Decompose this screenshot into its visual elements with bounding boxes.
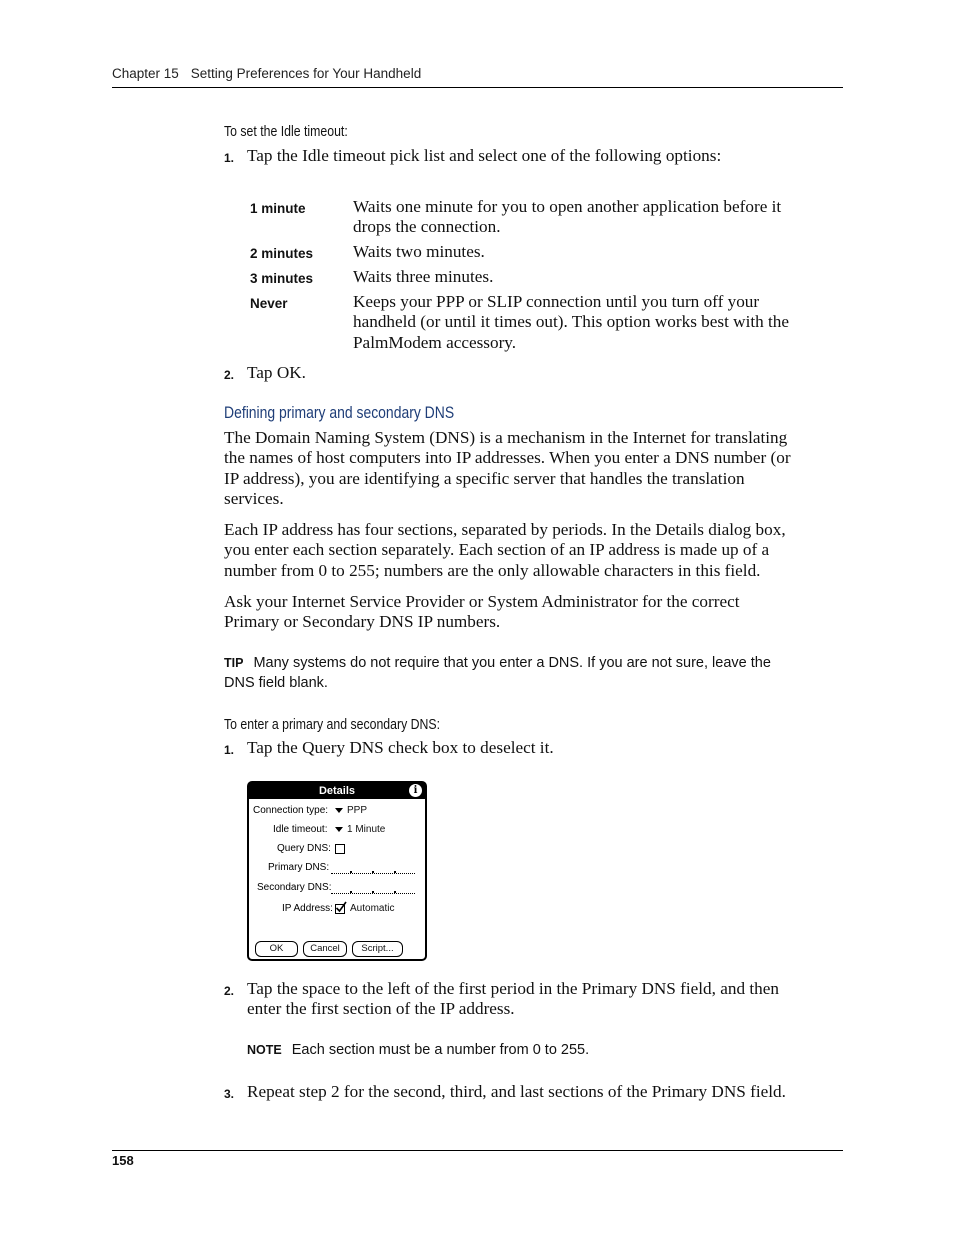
- desc-line: PalmModem accessory.: [353, 332, 517, 352]
- dialog-title: Details: [318, 785, 356, 797]
- step-number: 3.: [224, 1087, 235, 1101]
- desc-line: Waits three minutes.: [353, 267, 494, 286]
- para-line: IP address), you are identifying a specific server that handles the translation: [224, 468, 745, 488]
- idle-timeout-picker[interactable]: [335, 824, 385, 835]
- procedure-heading-dns: To enter a primary and secondary DNS:: [224, 716, 441, 733]
- desc-line: Waits two minutes.: [353, 242, 485, 261]
- idle-timeout-label: Idle timeout:: [273, 824, 328, 835]
- step-line: enter the first section of the IP address.: [247, 999, 515, 1019]
- ip-period: [372, 891, 374, 893]
- connection-type-label: Connection type:: [253, 805, 329, 816]
- step-number: 1.: [224, 743, 235, 757]
- step-text: Tap the Idle timeout pick list and select one of the following options:: [247, 146, 722, 165]
- script-button[interactable]: Script...: [352, 941, 403, 957]
- check-icon: [335, 901, 347, 913]
- para-line: The Domain Naming System (DNS) is a mechanism in the Internet for translating: [224, 428, 788, 447]
- option-desc: [353, 267, 493, 287]
- primary-dns-label: Primary DNS:: [268, 862, 330, 873]
- page-number: 158: [112, 1153, 134, 1168]
- step-line: Tap the space to the left of the first period in the Primary DNS field, and then: [247, 979, 779, 998]
- secondary-dns-label: Secondary DNS:: [257, 882, 332, 893]
- option-desc: [353, 292, 789, 353]
- option-term: Never: [250, 296, 288, 311]
- ip-address-label: IP Address:: [282, 903, 333, 914]
- chapter-title: Setting Preferences for Your Handheld: [190, 66, 422, 81]
- ip-address-checkbox[interactable]: [335, 904, 345, 914]
- connection-type-picker[interactable]: [335, 805, 367, 816]
- desc-line: Waits one minute for you to open another application before it: [353, 197, 782, 216]
- ip-address-value: Automatic: [350, 903, 395, 914]
- details-dialog: [247, 781, 427, 961]
- connection-type-value: PPP: [347, 805, 368, 816]
- tip-text: Many systems do not require that you enter a DNS. If you are not sure, leave the: [253, 655, 771, 671]
- section-heading: Defining primary and secondary DNS: [224, 403, 455, 422]
- paragraph: [224, 592, 740, 633]
- step-number: 2.: [224, 984, 235, 998]
- dialog-titlebar: [249, 783, 425, 799]
- info-icon[interactable]: i: [409, 784, 422, 797]
- step-text: Repeat step 2 for the second, third, and last sections of the Primary DNS field.: [247, 1082, 786, 1101]
- footer-rule: [112, 1150, 843, 1151]
- ip-period: [394, 871, 396, 873]
- step-text: Tap the Query DNS check box to deselect it.: [247, 738, 554, 757]
- paragraph: [224, 428, 791, 510]
- note-text: Each section must be a number from 0 to 255.: [291, 1042, 590, 1058]
- cancel-button[interactable]: Cancel: [303, 941, 347, 957]
- tip-label: TIP: [224, 656, 244, 670]
- ip-period: [372, 871, 374, 873]
- ok-button[interactable]: OK: [255, 941, 298, 957]
- procedure-heading-idle-timeout: To set the Idle timeout:: [224, 123, 348, 140]
- header-rule: [112, 87, 843, 88]
- ip-period: [350, 891, 352, 893]
- step-number: 1.: [224, 151, 235, 165]
- para-line: Ask your Internet Service Provider or System Administrator for the correct: [224, 592, 740, 611]
- para-line: Each IP address has four sections, separated by periods. In the Details dialog box,: [224, 520, 786, 539]
- option-desc: [353, 242, 485, 262]
- para-line: number from 0 to 255; numbers are the only allowable characters in this field.: [224, 560, 761, 580]
- query-dns-checkbox[interactable]: [335, 844, 345, 854]
- dropdown-arrow-icon: [335, 827, 343, 832]
- option-term: 1 minute: [250, 201, 306, 216]
- query-dns-label: Query DNS:: [277, 843, 331, 854]
- para-line: you enter each section separately. Each section of an IP address is made up of a: [224, 540, 770, 560]
- step-text: [247, 979, 779, 1020]
- ip-period: [394, 891, 396, 893]
- desc-line: handheld (or until it times out). This option works best with the: [353, 312, 790, 332]
- idle-timeout-value: 1 Minute: [347, 824, 386, 835]
- option-term: 3 minutes: [250, 271, 314, 286]
- para-line: services.: [224, 489, 284, 509]
- note-label: NOTE: [247, 1043, 282, 1057]
- step-text: Tap OK.: [247, 363, 306, 382]
- ip-period: [350, 871, 352, 873]
- option-desc: [353, 197, 781, 238]
- tip: [224, 654, 771, 693]
- chapter-label: Chapter 15: [112, 66, 179, 81]
- desc-line: Keeps your PPP or SLIP connection until you turn off your: [353, 292, 760, 311]
- para-line: the names of host computers into IP addresses. When you enter a DNS number (or: [224, 448, 791, 468]
- running-head: [112, 66, 421, 81]
- dropdown-arrow-icon: [335, 808, 343, 813]
- option-term: 2 minutes: [250, 246, 314, 261]
- paragraph: [224, 520, 786, 581]
- para-line: Primary or Secondary DNS IP numbers.: [224, 612, 501, 632]
- note: [247, 1041, 589, 1061]
- step-number: 2.: [224, 368, 235, 382]
- desc-line: drops the connection.: [353, 217, 501, 237]
- tip-text: DNS field blank.: [224, 674, 328, 691]
